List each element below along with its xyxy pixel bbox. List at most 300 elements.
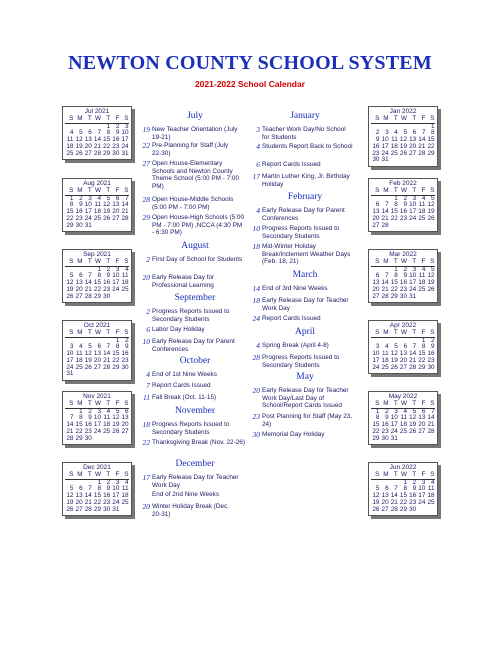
mini-calendar-month: Feb 2022: [389, 180, 417, 187]
calendar-day: 23: [75, 214, 83, 222]
calendar-day: 23: [427, 356, 435, 364]
mini-calendar: [368, 391, 438, 445]
event-description: [262, 431, 372, 439]
calendar-day: 5: [115, 407, 120, 415]
event-date: 22: [142, 141, 150, 150]
calendar-day: 12: [84, 350, 92, 358]
event-description: [262, 126, 372, 141]
calendar-day: 3: [115, 478, 120, 486]
calendar-day: 19: [66, 285, 74, 293]
mini-calendar-month: Mar 2022: [389, 251, 417, 258]
calendar-day: 11: [94, 201, 101, 209]
calendar-day: 8: [375, 414, 380, 422]
weekday-header: M: [380, 259, 389, 266]
mini-calendar: [368, 106, 438, 167]
event-date: 4: [256, 142, 260, 151]
calendar-day: 17: [409, 208, 417, 216]
calendar-day: 16: [399, 208, 407, 216]
weekday-header: T: [102, 116, 111, 123]
calendar-day: 7: [421, 129, 426, 137]
calendar-day: 12: [409, 414, 417, 422]
event-text-line: Memorial Day Holiday: [262, 431, 325, 438]
event-date: 27: [142, 159, 150, 168]
calendar-day: 5: [69, 485, 74, 493]
weekday-header: T: [389, 116, 398, 123]
event-date: 28: [142, 195, 150, 204]
calendar-day: 15: [93, 279, 101, 287]
calendar-day: [389, 223, 398, 230]
weekday-header: W: [398, 472, 407, 479]
event-text-line: Winter Holiday Break (Dec.: [152, 503, 230, 510]
month-heading: January: [290, 111, 320, 121]
calendar-day: 18: [418, 208, 426, 216]
calendar-day: 6: [115, 194, 120, 202]
event-description: [262, 387, 372, 410]
event-date: 20: [252, 386, 260, 395]
calendar-day: 13: [93, 350, 101, 358]
weekday-header: S: [371, 188, 380, 195]
weekday-header: T: [389, 259, 398, 266]
calendar-day: 10: [390, 414, 398, 422]
event-text-line: Theme School (5:00 PM - 7:00: [152, 175, 240, 183]
mini-calendar-month: Oct 2021: [83, 322, 111, 329]
weekday-header: M: [380, 472, 389, 479]
calendar-day: 25: [418, 214, 426, 222]
calendar-day: 3: [97, 407, 101, 415]
calendar-day: 24: [66, 363, 74, 371]
event-text-line: End of 3rd Nine Weeks: [262, 285, 328, 292]
calendar-day: 21: [418, 142, 426, 150]
weekday-header: T: [83, 188, 92, 195]
calendar-day: 19: [399, 142, 407, 150]
calendar-day: 1: [69, 194, 74, 202]
calendar-day: 8: [403, 485, 407, 493]
calendar-day: 3: [394, 407, 398, 415]
calendar-day: 9: [106, 485, 111, 493]
event-text-line: Students Report Back to School: [262, 143, 353, 150]
calendar-day: 19: [409, 421, 417, 429]
calendar-day: 31: [409, 292, 417, 300]
weekday-header: S: [120, 188, 129, 195]
calendar-day: 28: [121, 214, 129, 222]
calendar-day: [408, 436, 417, 443]
calendar-day: 18: [399, 421, 407, 429]
calendar-day: 20: [399, 356, 407, 364]
event-description: [152, 160, 262, 190]
calendar-day: 26: [427, 214, 435, 222]
calendar-day: 15: [390, 279, 398, 287]
weekday-header: S: [371, 259, 380, 266]
mini-calendar-month: Sep 2021: [83, 251, 111, 258]
weekday-header: F: [111, 259, 120, 266]
calendar-day: 10: [381, 136, 389, 144]
calendar-day: 15: [399, 492, 407, 500]
calendar-day: 28: [381, 292, 389, 300]
calendar-day: 13: [112, 201, 120, 209]
calendar-day: 15: [75, 421, 83, 429]
calendar-day: 4: [421, 194, 426, 202]
event-description: [152, 474, 262, 489]
calendar-day: [417, 223, 426, 230]
event-description: [262, 143, 372, 151]
event-date: 22: [142, 438, 150, 447]
event-text-line: Secondary Students: [152, 428, 210, 436]
weekday-header: M: [380, 188, 389, 195]
weekday-header: M: [380, 330, 389, 337]
calendar-day: 31: [381, 156, 389, 164]
event-text-line: Work Day/Last Day of: [262, 394, 325, 402]
calendar-day: 31: [84, 221, 92, 229]
weekday-header: S: [65, 188, 74, 195]
weekday-header: W: [92, 401, 101, 408]
event-text-line: Open House-Elementary: [152, 160, 223, 167]
calendar-day: 26: [103, 214, 111, 222]
calendar-day: 12: [103, 201, 111, 209]
calendar-day: [417, 157, 426, 164]
event-date: 2: [146, 255, 150, 264]
page-subtitle: 2021-2022 School Calendar: [194, 79, 306, 89]
weekday-header: S: [426, 188, 435, 195]
calendar-day: [417, 436, 426, 443]
calendar-day: [426, 507, 435, 514]
calendar-day: 9: [375, 136, 380, 144]
calendar-day: 30: [103, 292, 111, 300]
calendar-day: 9: [385, 414, 389, 422]
calendar-day: 24: [409, 214, 417, 222]
calendar-day: [111, 294, 120, 301]
calendar-day: [408, 157, 417, 164]
event-date: 17: [252, 172, 260, 181]
calendar-day: 28: [103, 363, 111, 371]
weekday-header: T: [102, 188, 111, 195]
weekday-header: S: [426, 330, 435, 337]
calendar-day: 25: [75, 363, 83, 371]
calendar-day: 28: [427, 427, 435, 435]
calendar-day: 1: [115, 336, 120, 344]
event-text-line: Labor Day Holiday: [152, 326, 205, 333]
event-description: [262, 354, 372, 369]
calendar-day: 2: [79, 194, 83, 202]
calendar-day: 1: [403, 478, 407, 486]
event-text-line: Report Cards Issued: [152, 382, 211, 389]
weekday-header: F: [111, 116, 120, 123]
calendar-day: 23: [381, 427, 389, 435]
weekday-header: F: [111, 188, 120, 195]
weekday-header: S: [65, 401, 74, 408]
weekday-header: M: [74, 259, 83, 266]
calendar-day: 30: [112, 149, 120, 157]
calendar-day: 10: [409, 201, 417, 209]
calendar-day: 5: [106, 194, 111, 202]
calendar-day: 30: [372, 156, 380, 164]
event-text-line: Teacher Work Day/No School: [262, 126, 346, 133]
calendar-day: 18: [418, 279, 426, 287]
calendar-day: 15: [112, 350, 120, 358]
calendar-day: [102, 223, 111, 230]
calendar-day: 18: [381, 356, 389, 364]
weekday-header: W: [92, 472, 101, 479]
calendar-day: 15: [93, 492, 101, 500]
weekday-header: S: [371, 472, 380, 479]
calendar-day: 9: [431, 343, 435, 351]
event-description: [262, 173, 372, 188]
calendar-day: [74, 371, 83, 378]
weekday-header: S: [120, 330, 129, 337]
mini-calendar: [368, 249, 438, 303]
weekday-header: M: [380, 401, 389, 408]
calendar-day: 22: [75, 427, 83, 435]
calendar-day: 24: [381, 149, 389, 157]
weekday-header: W: [92, 116, 101, 123]
calendar-day: 7: [431, 407, 435, 415]
weekday-header: F: [417, 116, 426, 123]
calendar-day: 28: [390, 505, 398, 513]
month-heading: April: [294, 327, 316, 337]
calendar-day: 16: [103, 492, 111, 500]
weekday-header: W: [92, 330, 101, 337]
weekday-header: T: [408, 330, 417, 337]
weekday-header: S: [65, 259, 74, 266]
event-text-line: Holiday: [262, 180, 284, 188]
event-text-line: Progress Reports Issued to: [152, 308, 230, 315]
calendar-day: 21: [409, 356, 417, 364]
calendar-day: 25: [399, 427, 407, 435]
weekday-header: T: [389, 472, 398, 479]
calendar-day: 6: [375, 272, 380, 280]
event-text-line: Early Release Day for Teacher: [262, 297, 349, 304]
event-text-line: 22-30): [152, 149, 171, 157]
event-text-line: Open House-Middle Schools: [152, 196, 234, 203]
calendar-day: 6: [88, 129, 92, 137]
weekday-header: W: [398, 401, 407, 408]
calendar-day: 3: [412, 194, 417, 202]
calendar-day: 17: [66, 356, 74, 364]
mini-calendar: [62, 178, 132, 232]
calendar-day: 23: [409, 498, 417, 506]
mini-calendar-month: Nov 2021: [83, 393, 111, 400]
calendar-day: 28: [84, 292, 92, 300]
event-text-line: 20-31): [152, 510, 171, 518]
mini-calendar: [368, 462, 438, 516]
calendar-day: 18: [427, 492, 435, 500]
event-text-line: 19-21): [152, 133, 171, 141]
calendar-day: 14: [418, 136, 426, 144]
calendar-day: 5: [431, 194, 435, 202]
event-description: [152, 308, 262, 323]
calendar-day: 5: [431, 265, 435, 273]
event-text-line: Early Release Day for: [152, 274, 215, 281]
calendar-day: 29: [112, 363, 120, 371]
calendar-day: 8: [115, 343, 120, 351]
calendar-day: 10: [112, 485, 120, 493]
calendar-day: 9: [125, 343, 129, 351]
event-description: [262, 161, 372, 169]
calendar-day: [120, 223, 129, 230]
calendar-day: 5: [88, 343, 92, 351]
calendar-day: 30: [427, 363, 435, 371]
calendar-day: 1: [431, 122, 435, 130]
calendar-day: 6: [412, 129, 417, 137]
calendar-day: 17: [112, 492, 120, 500]
calendar-day: 8: [97, 485, 101, 493]
calendar-day: 13: [75, 492, 83, 500]
calendar-day: 17: [390, 421, 398, 429]
event-description: [152, 421, 262, 436]
calendar-day: 1: [97, 478, 101, 486]
calendar-day: 25: [427, 498, 435, 506]
calendar-day: 28: [84, 505, 92, 513]
calendar-day: 30: [103, 505, 111, 513]
calendar-day: 9: [88, 414, 92, 422]
event-text-line: (5:00 PM - 7:00 PM): [152, 203, 210, 211]
calendar-day: [102, 436, 111, 443]
calendar-day: 12: [427, 272, 435, 280]
calendar-day: 10: [66, 350, 74, 358]
weekday-header: S: [426, 259, 435, 266]
calendar-day: 2: [115, 122, 120, 130]
event-text-line: End of 2nd Nine Weeks: [152, 491, 220, 498]
event-text-line: Open House-High Schools (5:00: [152, 214, 245, 221]
calendar-day: 4: [97, 194, 101, 202]
calendar-day: 2: [375, 129, 380, 137]
calendar-day: 27: [75, 505, 83, 513]
calendar-day: 2: [106, 478, 111, 486]
weekday-header: T: [408, 188, 417, 195]
calendar-day: 29: [93, 505, 101, 513]
event-text-line: Conferences: [152, 345, 189, 353]
calendar-day: 27: [399, 363, 407, 371]
calendar-day: 21: [103, 356, 111, 364]
calendar-day: 7: [88, 485, 92, 493]
event-text-line: Work Day: [262, 304, 290, 312]
calendar-day: 16: [103, 279, 111, 287]
calendar-day: 10: [418, 485, 426, 493]
event-text-line: School/Report Cards Issued: [262, 402, 342, 410]
calendar-day: 30: [409, 505, 417, 513]
weekday-header: F: [111, 330, 120, 337]
calendar-day: 21: [381, 214, 389, 222]
calendar-day: 21: [84, 285, 92, 293]
calendar-day: 24: [112, 285, 120, 293]
event-description: [152, 256, 262, 264]
calendar-day: 14: [103, 350, 111, 358]
calendar-day: 25: [418, 285, 426, 293]
calendar-day: 21: [381, 285, 389, 293]
calendar-day: 7: [97, 129, 101, 137]
calendar-day: 9: [106, 272, 111, 280]
calendar-day: 15: [390, 208, 398, 216]
weekday-header: F: [417, 259, 426, 266]
calendar-day: 26: [409, 427, 417, 435]
event-date: 10: [252, 224, 260, 233]
calendar-day: 27: [418, 427, 426, 435]
mini-calendar-month: May 2022: [388, 393, 418, 400]
calendar-day: 29: [93, 292, 101, 300]
calendar-day: 10: [84, 201, 92, 209]
calendar-day: 14: [121, 201, 129, 209]
weekday-header: T: [83, 116, 92, 123]
page-title: NEWTON COUNTY SCHOOL SYSTEM: [68, 52, 432, 74]
calendar-day: 10: [112, 272, 120, 280]
calendar-day: 8: [394, 272, 398, 280]
event-date: 20: [142, 273, 150, 282]
event-text-line: Secondary Students: [152, 315, 210, 323]
calendar-day: 18: [121, 279, 129, 287]
calendar-day: 1: [375, 407, 380, 415]
mini-calendar: [62, 391, 132, 445]
event-text-line: Fall Break (Oct. 11-15): [152, 394, 217, 401]
event-description: [262, 413, 372, 428]
event-text-line: Report Cards Issued: [262, 161, 321, 168]
calendar-day: 10: [372, 350, 380, 358]
mini-calendar-month: Jan 2022: [389, 108, 417, 115]
calendar-day: 4: [385, 343, 389, 351]
event-date: 24: [252, 314, 260, 323]
calendar-day: [120, 371, 129, 378]
event-date: 11: [143, 393, 150, 402]
event-text-line: PM): [152, 182, 164, 190]
calendar-day: 16: [427, 350, 435, 358]
calendar-day: 24: [93, 427, 101, 435]
calendar-day: 28: [409, 363, 417, 371]
calendar-day: 13: [75, 279, 83, 287]
weekday-header: T: [102, 330, 111, 337]
calendar-day: 4: [125, 265, 129, 273]
month-heading: March: [292, 270, 318, 280]
calendar-day: 19: [372, 498, 380, 506]
calendar-day: 5: [69, 272, 74, 280]
event-description: [262, 225, 372, 240]
calendar-day: 16: [381, 421, 389, 429]
calendar-day: [426, 294, 435, 301]
calendar-day: 25: [121, 285, 129, 293]
event-date: 6: [146, 325, 150, 334]
calendar-day: 8: [79, 414, 83, 422]
calendar-day: 18: [121, 492, 129, 500]
event-text-line: Pre-Planning for Staff (July: [152, 142, 229, 149]
calendar-day: 20: [121, 421, 129, 429]
event-date: 30: [252, 430, 260, 439]
calendar-day: 11: [103, 414, 111, 422]
calendar-day: 27: [112, 214, 120, 222]
event-text-line: Early Release Day for Teacher: [262, 387, 349, 394]
calendar-day: 11: [381, 350, 389, 358]
event-description: [152, 196, 262, 211]
calendar-day: [120, 294, 129, 301]
calendar-day: 17: [372, 356, 380, 364]
calendar-day: 11: [121, 272, 129, 280]
weekday-header: S: [120, 401, 129, 408]
calendar-day: 3: [88, 194, 92, 202]
weekday-header: S: [371, 330, 380, 337]
event-date: 14: [252, 284, 260, 293]
calendar-day: 7: [385, 272, 389, 280]
calendar-day: 29: [103, 149, 111, 157]
calendar-day: [389, 157, 398, 164]
mini-calendar-month: Jul 2021: [84, 108, 110, 115]
event-description: [262, 342, 372, 350]
event-date: 7: [146, 381, 150, 390]
weekday-header: W: [398, 330, 407, 337]
weekday-header: T: [408, 116, 417, 123]
calendar-day: 1: [97, 265, 101, 273]
calendar-day: 22: [93, 285, 101, 293]
calendar-day: 19: [112, 421, 120, 429]
calendar-day: 29: [418, 363, 426, 371]
calendar-day: 29: [399, 505, 407, 513]
calendar-day: 5: [403, 129, 407, 137]
event-text-line: Post Planning for Staff (May 23,: [262, 413, 353, 420]
